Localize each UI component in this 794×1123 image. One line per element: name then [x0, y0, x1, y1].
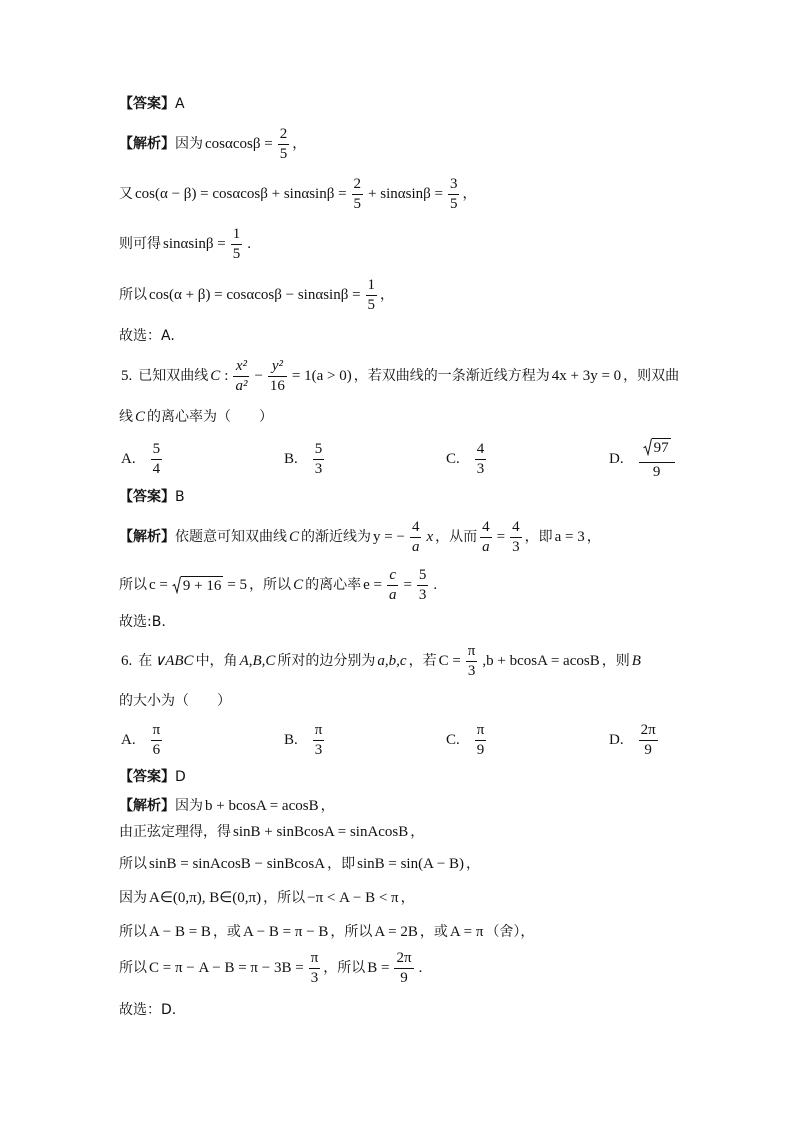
q5-conclusion — [119, 600, 166, 644]
math-expression: sinB + sinBcosA = sinAcosB — [233, 824, 409, 840]
text-run: 依题意可知双曲线 — [175, 529, 287, 545]
math-expression: 4x + 3y = 0 — [551, 368, 622, 384]
math-expression: sinαsinβ = — [163, 236, 226, 252]
fraction-denominator: 16 — [269, 377, 285, 394]
q5-answer-line — [119, 475, 185, 519]
option-label: C. — [446, 451, 460, 467]
option-d — [607, 437, 678, 481]
fraction-denominator: 3 — [418, 586, 427, 603]
fraction — [475, 723, 487, 758]
fraction — [268, 359, 287, 394]
answer-label: 【答案】 — [119, 96, 175, 112]
fraction-numerator: π — [313, 723, 325, 741]
radicand: 97 — [653, 440, 669, 456]
math-expression: ,b + bcosA = acosB — [482, 653, 600, 669]
punctuation: . — [418, 960, 423, 976]
fraction-numerator: 5 — [417, 568, 429, 586]
punctuation: . — [433, 577, 438, 593]
fraction — [510, 520, 522, 555]
text-run: ，从而 — [435, 529, 478, 545]
answer-label: 【答案】 — [119, 769, 175, 785]
fraction — [387, 568, 399, 603]
fraction-numerator: y² — [268, 359, 287, 377]
math-expression: a = 3 — [554, 529, 585, 545]
fraction-denominator: 9 — [644, 741, 652, 758]
text-run: 线 — [119, 409, 133, 425]
math-expression: − — [254, 368, 263, 384]
math-variable: C — [293, 577, 304, 593]
text-run: 又 — [119, 186, 133, 202]
math-variable: ∨ABC — [154, 653, 194, 669]
punctuation: . — [247, 236, 251, 252]
text-run: ，即 — [327, 856, 356, 872]
option-b — [282, 718, 327, 762]
fraction-denominator: 4 — [152, 460, 161, 477]
math-expression: = — [496, 529, 506, 545]
fraction — [639, 723, 658, 758]
radical-sign — [172, 576, 181, 594]
fraction-denominator: 9 — [400, 969, 408, 986]
text-run: 的渐近线为 — [301, 529, 372, 545]
math-expression: c = — [149, 577, 168, 593]
q6-stem-line-2 — [119, 679, 231, 723]
fraction-denominator: 6 — [152, 741, 161, 758]
fraction-denominator: 3 — [476, 460, 485, 477]
text-run: 的离心率 — [305, 577, 362, 593]
fraction-numerator: π — [151, 723, 163, 741]
fraction — [394, 951, 413, 986]
punctuation: ， — [380, 287, 395, 303]
text-run: ，所以 — [323, 960, 366, 976]
q6-stem-line-1 — [119, 639, 643, 683]
conclusion-text: 故选:B. — [119, 614, 166, 630]
fraction-numerator: 4 — [475, 442, 487, 460]
fraction-denominator: 3 — [314, 741, 323, 758]
punctuation: ， — [410, 824, 425, 840]
math-variable: A,B,C — [239, 653, 276, 669]
text-run: ，即 — [524, 529, 553, 545]
fraction — [231, 227, 243, 262]
math-variable: B — [631, 653, 641, 669]
fraction-numerator: 2 — [352, 177, 364, 195]
fraction-numerator: 5 — [151, 442, 163, 460]
fraction — [313, 723, 325, 758]
q4-answer-line — [119, 82, 185, 126]
fraction — [151, 723, 163, 758]
punctuation: ， — [292, 136, 307, 152]
fraction-numerator: 2π — [639, 723, 658, 741]
square-root — [172, 576, 223, 594]
math-expression: A∈(0,π), B∈(0,π) — [149, 890, 262, 906]
q4-conclusion — [119, 314, 175, 358]
option-c — [444, 718, 489, 762]
text-run: ，所以 — [249, 577, 292, 593]
option-label: A. — [121, 732, 136, 748]
fraction-denominator: a² — [235, 377, 248, 394]
punctuation: ， — [320, 798, 335, 814]
q6-conclusion — [119, 988, 176, 1032]
math-variable: C — [289, 529, 300, 545]
math-variable: x — [426, 529, 434, 545]
fraction-denominator: 3 — [314, 460, 323, 477]
q4-analysis-line-3 — [119, 222, 253, 266]
analysis-label: 【解析】 — [119, 136, 175, 152]
fraction-numerator: x² — [233, 359, 249, 377]
fraction — [480, 520, 492, 555]
text-run: ，或 — [419, 924, 448, 940]
text-run: 因为 — [175, 136, 203, 152]
q4-analysis-line-4 — [119, 273, 394, 317]
option-label: D. — [609, 732, 624, 748]
q5-stem-line-2 — [119, 395, 273, 439]
text-run: 所以 — [119, 856, 147, 872]
math-expression: B = — [367, 960, 390, 976]
fraction-numerator: 4 — [480, 520, 492, 538]
math-expression: A = π — [449, 924, 484, 940]
fraction — [417, 568, 429, 603]
text-run: 的大小为（ ） — [119, 693, 231, 709]
fraction-numerator: 4 — [510, 520, 522, 538]
fraction-denominator: 5 — [367, 296, 376, 313]
fraction-denominator: 3 — [310, 969, 319, 986]
math-expression: b + bcosA = acosB — [205, 798, 319, 814]
math-expression: : — [224, 368, 229, 384]
fraction-numerator: 3 — [448, 177, 460, 195]
fraction-numerator: 1 — [231, 227, 243, 245]
punctuation: ， — [586, 529, 601, 545]
q5-analysis-line-2 — [119, 563, 439, 607]
fraction — [639, 438, 675, 480]
math-variable: C — [135, 409, 146, 425]
fraction-numerator: π — [309, 951, 321, 969]
text-run: 所以 — [119, 960, 147, 976]
fraction-denominator: 3 — [467, 662, 476, 679]
math-expression: = 1(a > 0) — [291, 368, 352, 384]
math-expression: A − B = π − B — [242, 924, 329, 940]
punctuation: ， — [466, 856, 481, 872]
fraction-denominator: 3 — [512, 538, 520, 555]
text-run: （舍）， — [485, 924, 535, 940]
text-run: 所以 — [119, 577, 147, 593]
text-run: 中，角 — [195, 653, 238, 669]
math-expression: = — [403, 577, 412, 593]
text-run: ，若 — [408, 653, 437, 669]
option-label: A. — [121, 451, 136, 467]
math-expression: e = — [363, 577, 382, 593]
math-expression: cos(α − β) = cosαcosβ + sinαsinβ = — [135, 186, 347, 202]
fraction-denominator: 5 — [232, 245, 241, 262]
q5-analysis-line-1 — [119, 515, 601, 559]
fraction — [352, 177, 364, 212]
math-expression: sinB = sin(A − B) — [357, 856, 465, 872]
math-variable: C — [210, 368, 221, 384]
text-run: ，所以 — [263, 890, 306, 906]
analysis-label: 【解析】 — [119, 798, 175, 814]
math-expression: C = π − A − B = π − 3B = — [149, 960, 304, 976]
math-expression: A = 2B — [374, 924, 418, 940]
math-expression: cos(α + β) = cosαcosβ − sinαsinβ = — [149, 287, 361, 303]
math-expression: −π < A − B < π — [307, 890, 399, 906]
fraction — [466, 644, 478, 679]
math-expression: C = — [438, 653, 461, 669]
answer-value: A — [175, 96, 185, 112]
text-run: ，若双曲线的一条渐近线方程为 — [353, 368, 550, 384]
text-run: ，则双曲 — [623, 368, 680, 384]
fraction-denominator: 9 — [652, 464, 661, 480]
square-root — [643, 438, 671, 456]
fraction-denominator: a — [388, 586, 397, 603]
fraction-numerator: 1 — [366, 278, 378, 296]
text-run: 的离心率为（ ） — [147, 409, 274, 425]
answer-label: 【答案】 — [119, 489, 175, 505]
punctuation: ， — [400, 890, 415, 906]
text-run: 所以 — [119, 287, 147, 303]
text-run: 则可得 — [119, 236, 161, 252]
fraction-denominator: 5 — [279, 145, 288, 162]
answer-value: D — [175, 769, 186, 785]
text-run: 因为 — [175, 798, 203, 814]
radical-sign — [643, 438, 652, 456]
question-number: 5. — [121, 368, 133, 384]
fraction — [313, 442, 325, 477]
fraction-denominator: 5 — [449, 195, 458, 212]
option-b — [282, 437, 327, 481]
fraction-denominator: a — [482, 538, 490, 555]
fraction — [410, 520, 422, 555]
option-label: B. — [284, 451, 298, 467]
fraction — [278, 127, 290, 162]
text-run: ，所以 — [330, 924, 373, 940]
fraction-numerator: 4 — [410, 520, 422, 538]
fraction — [475, 442, 487, 477]
text-run: 在 — [138, 653, 153, 669]
fraction — [233, 359, 249, 394]
option-d — [607, 718, 661, 762]
q6-analysis-line-6 — [119, 946, 424, 990]
text-run: ，则 — [601, 653, 630, 669]
text-run: 所对的边分别为 — [277, 653, 376, 669]
math-expression: cosαcosβ = — [205, 136, 273, 152]
fraction-denominator: 9 — [476, 741, 485, 758]
analysis-label: 【解析】 — [119, 529, 175, 545]
option-label: B. — [284, 732, 298, 748]
math-expression: y = − — [373, 529, 405, 545]
math-expression: sinB = sinAcosB − sinBcosA — [149, 856, 326, 872]
math-expression: + sinαsinβ = — [368, 186, 443, 202]
math-variable: a,b,c — [377, 653, 407, 669]
conclusion-text: 故选：D. — [119, 1002, 177, 1018]
fraction — [151, 442, 163, 477]
punctuation: ， — [462, 186, 477, 202]
option-label: C. — [446, 732, 460, 748]
fraction — [366, 278, 378, 313]
fraction-denominator: 5 — [353, 195, 362, 212]
text-run: 由正弦定理得，得 — [119, 824, 231, 840]
text-run: 所以 — [119, 924, 147, 940]
fraction-numerator: 2 — [278, 127, 290, 145]
fraction-numerator: π — [466, 644, 478, 662]
radicand: 9 + 16 — [182, 578, 222, 594]
fraction — [448, 177, 460, 212]
fraction-numerator: c — [387, 568, 399, 586]
question-number: 6. — [121, 653, 133, 669]
text-run: ，或 — [212, 924, 241, 940]
math-expression: A − B = B — [149, 924, 211, 940]
text-run: 因为 — [119, 890, 147, 906]
q5-stem-line-1 — [119, 354, 679, 398]
fraction-numerator: π — [475, 723, 487, 741]
fraction-numerator: 2π — [394, 951, 413, 969]
q4-analysis-line-2 — [119, 172, 476, 216]
text-run: 已知双曲线 — [138, 368, 209, 384]
fraction-denominator: a — [411, 538, 420, 555]
q4-analysis-line-1 — [119, 122, 306, 166]
option-label: D. — [609, 451, 624, 467]
conclusion-text: 故选：A. — [119, 328, 175, 344]
fraction-numerator: 5 — [313, 442, 325, 460]
math-expression: = 5 — [227, 577, 248, 593]
answer-value: B — [175, 489, 185, 505]
option-c — [444, 437, 489, 481]
fraction — [309, 951, 321, 986]
fraction-numerator — [639, 438, 675, 463]
